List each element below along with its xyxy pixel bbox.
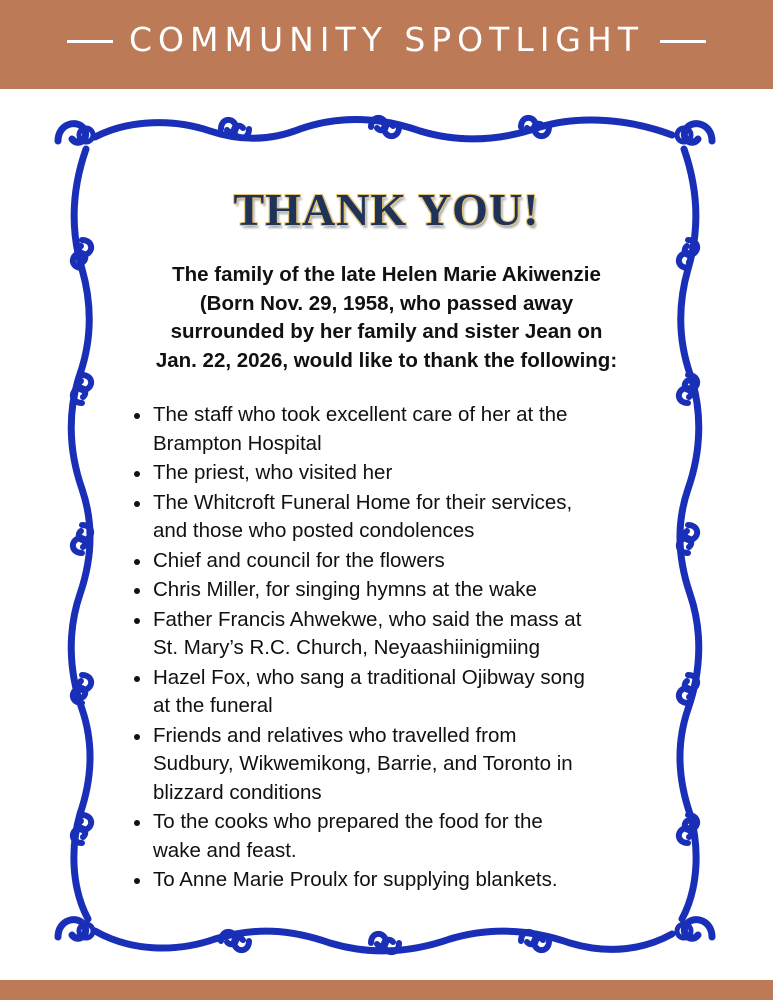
intro-line: Jan. 22, 2026, would like to thank the following:	[155, 348, 618, 372]
list-item-line: The Whitcroft Funeral Home for their services,	[153, 490, 573, 514]
list-item-line: Brampton Hospital	[153, 431, 322, 455]
list-item-line: Hazel Fox, who sang a traditional Ojibway song	[153, 665, 585, 689]
intro-line: The family of the late Helen Marie Akiwenzie	[172, 263, 601, 286]
intro-line: surrounded by her family and sister Jean on	[170, 320, 603, 343]
list-item-line: The priest, who visited her	[153, 461, 393, 484]
list-item	[130, 722, 650, 808]
thanks-list	[130, 401, 650, 896]
list-item	[130, 576, 650, 605]
list-item	[130, 664, 650, 721]
banner	[0, 0, 773, 89]
banner-title: COMMUNITY SPOTLIGHT	[129, 20, 644, 59]
list-item	[130, 606, 650, 663]
intro-paragraph	[110, 261, 663, 375]
list-item-line: Chief and council for the flowers	[153, 548, 445, 572]
list-item-line: Chris Miller, for singing hymns at the wake	[153, 578, 537, 601]
list-item	[130, 459, 650, 488]
footer-bar	[0, 980, 773, 1000]
intro-line: (Born Nov. 29, 1958, who passed away	[199, 291, 574, 315]
list-item-line: Sudbury, Wikwemikong, Barrie, and Toronto in	[153, 752, 573, 775]
list-item-line: To the cooks who prepared the food for the	[153, 810, 543, 833]
list-item-line: wake and feast.	[153, 838, 297, 862]
list-item-line: and those who posted condolences	[153, 519, 475, 542]
list-item-line: The staff who took excellent care of her at the	[153, 403, 568, 426]
banner-title-wrap	[0, 20, 773, 59]
list-item-line: Father Francis Ahwekwe, who said the mass at	[153, 607, 582, 631]
list-item	[130, 866, 650, 895]
list-item	[130, 808, 650, 865]
list-item-line: To Anne Marie Proulx for supplying blankets.	[153, 868, 558, 891]
list-item	[130, 547, 650, 576]
list-item	[130, 401, 650, 458]
right-dash-decoration	[660, 40, 706, 43]
list-item-line: blizzard conditions	[153, 780, 322, 804]
list-item-line: Friends and relatives who travelled from	[153, 723, 517, 747]
list-item-line: St. Mary’s R.C. Church, Neyaashiinigmiing	[153, 636, 540, 659]
list-item	[130, 489, 650, 546]
thank-you-heading: THANK YOU!	[233, 184, 540, 235]
list-item-line: at the funeral	[153, 694, 273, 717]
left-dash-decoration	[67, 40, 113, 43]
